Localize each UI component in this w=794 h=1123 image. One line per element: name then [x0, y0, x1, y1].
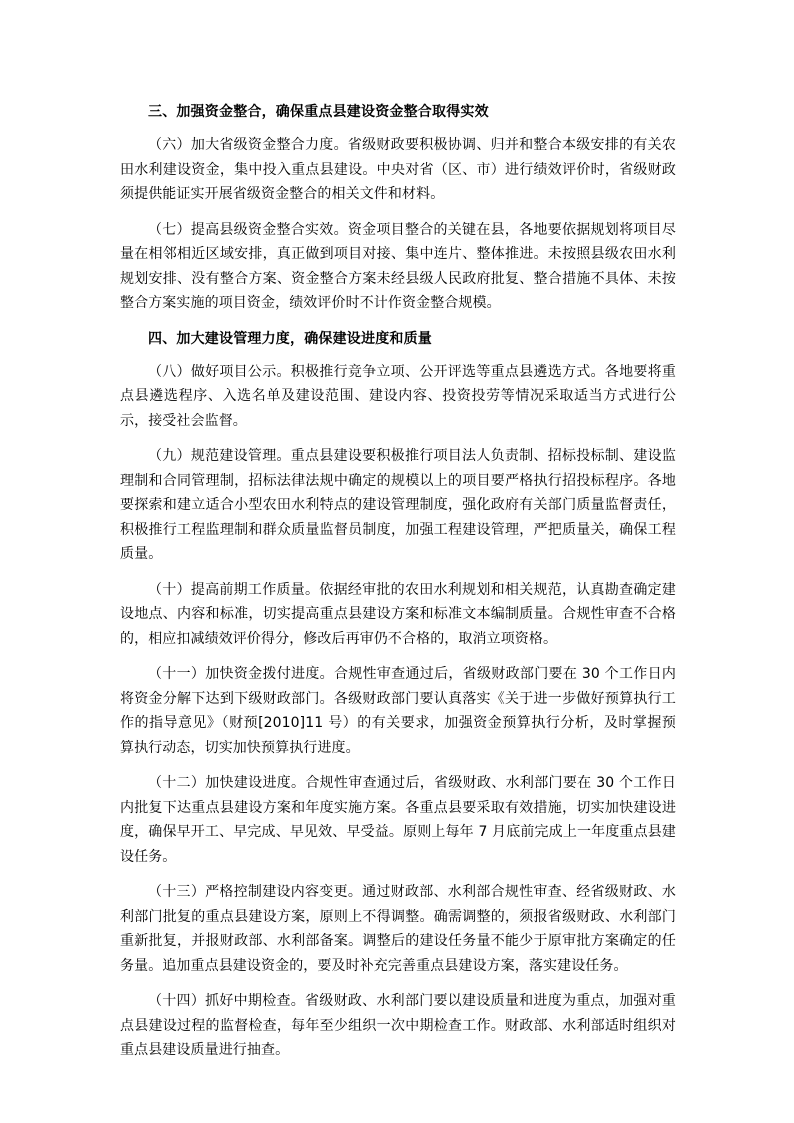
paragraph: （九）规范建设管理。重点县建设要积极推行项目法人负责制、招标投标制、建设监理制和合同管理制，招标法律法规中确定的规模以上的项目要严格执行招投标程序。各地要探索和建立适合小型农田水利特点的建设管理制度，强化政府有关部门质量监督责任，积极推行工程监理制和群众质量监督员制度，加强工程建设管理，严把质量关，确保工程质量。 [120, 448, 676, 562]
paragraph: （十三）严格控制建设内容变更。通过财政部、水利部合规性审查、经省级财政、水利部门批复的重点县建设方案，原则上不得调整。确需调整的，须报省级财政、水利部门重新批复，并报财政部、水利部备案。调整后的建设任务量不能少于原审批方案确定的任务量。追加重点县建设资金的，要及时补充完善重点县建设方案，落实建设任务。 [120, 884, 676, 974]
paragraph: （七）提高县级资金整合实效。资金项目整合的关键在县，各地要依据规划将项目尽量在相邻相近区域安排，真正做到项目对接、集中连片、整体推进。未按照县级农田水利规划安排、没有整合方案、资金整合方案未经县级人民政府批复、整合措施不具体、未按整合方案实施的项目资金，绩效评价时不计作资金整合规模。 [120, 221, 676, 311]
paragraph: （六）加大省级资金整合力度。省级财政要积极协调、归并和整合本级安排的有关农田水利建设资金，集中投入重点县建设。中央对省（区、市）进行绩效评价时，省级财政须提供能证实开展省级资金整合的相关文件和材料。 [120, 137, 676, 202]
section-heading: 三、加强资金整合，确保重点县建设资金整合取得实效 [148, 104, 489, 120]
paragraph: （十一）加快资金拨付进度。合规性审查通过后，省级财政部门要在 30 个工作日内将资金分解下达到下级财政部门。各级财政部门要认真落实《关于进一步做好预算执行工作的指导意见》（财预[2010]11 号）的有关要求，加强资金预算执行分析，及时掌握预算执行动态，切实加快预算执行进度。 [120, 666, 676, 756]
paragraph: （十）提高前期工作质量。依据经审批的农田水利规划和相关规范，认真勘查确定建设地点、内容和标准，切实提高重点县建设方案和标准文本编制质量。合规性审查不合格的，相应扣减绩效评价得分，修改后再审仍不合格的，取消立项资格。 [120, 581, 676, 647]
paragraph: （十二）加快建设进度。合规性审查通过后，省级财政、水利部门要在 30 个工作日内批复下达重点县建设方案和年度实施方案。各重点县要采取有效措施，切实加快建设进度，确保早开工、早完成、早见效、早受益。原则上每年 7 月底前完成上一年度重点县建设任务。 [120, 775, 676, 865]
section-heading: 四、加大建设管理力度，确保建设进度和质量 [148, 330, 432, 347]
paragraph: （八）做好项目公示。积极推行竞争立项、公开评选等重点县遴选方式。各地要将重点县遴选程序、入选名单及建设范围、建设内容、投资投劳等情况采取适当方式进行公示，接受社会监督。 [120, 363, 676, 429]
paragraph: （十四）抓好中期检查。省级财政、水利部门要以建设质量和进度为重点，加强对重点县建设过程的监督检查，每年至少组织一次中期检查工作。财政部、水利部适时组织对重点县建设质量进行抽查。 [120, 993, 676, 1058]
